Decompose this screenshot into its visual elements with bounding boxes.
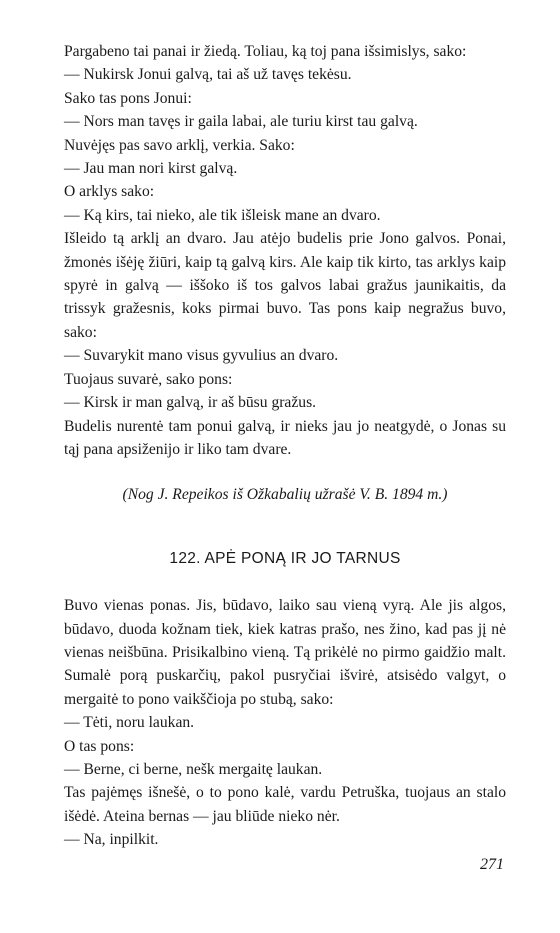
- page-text: [64, 40, 506, 852]
- paragraph: Išleido tą arklį an dvaro. Jau atėjo budelis prie Jono galvos. Ponai, žmonės išėję žiūri, kaip tą galvą kirs. Ale kaip tik kirto, tas arklys kaip spyrė in galvą — iššoko iš tos galvos labai gražus jaunikaitis, da trissyk gražesnis, koks pirmai buvo. Tas pons kaip negražus buvo, sako:: [64, 230, 506, 341]
- dialogue-line: — Berne, ci berne, nešk mergaitę laukan.: [64, 760, 323, 778]
- paragraph: O tas pons:: [64, 737, 135, 755]
- paragraph: Tas pajėmęs išnešė, o to pono kalė, vardu Petruška, tuojaus an stalo išėdė. Ateina bernas — jau bliūde nieko nėr.: [64, 784, 506, 825]
- paragraph: Sako tas pons Jonui:: [64, 89, 192, 107]
- dialogue-line: — Kirsk ir man galvą, ir aš būsu gražus.: [64, 394, 317, 412]
- source-note: (Nog J. Repeikos iš Ožkabalių užrašė V. B. 1894 m.): [122, 486, 448, 504]
- dialogue-line: — Ką kirs, tai nieko, ale tik išleisk mane an dvaro.: [64, 206, 381, 224]
- page-number: 271: [480, 856, 504, 873]
- paragraph: Buvo vienas ponas. Jis, būdavo, laiko sau vieną vyrą. Ale jis algos, būdavo, duoda kožnam tiek, kiek katras prašo, nes žino, kad pas jį nė vienas neišbūna. Prisikalbino vieną. Tą prikėlė no pirmo gaidžio malt. Sumalė porą puskarčių, pakol pusryčiai išvirė, atsisėdo valgyt, o mergaitė to pono vaikščioja po stubą, sako:: [64, 597, 506, 708]
- dialogue-line: — Na, inpilkit.: [64, 831, 159, 849]
- dialogue-line: — Jau man nori kirst galvą.: [64, 160, 238, 178]
- dialogue-line: — Suvarykit mano visus gyvulius an dvaro.: [64, 347, 339, 365]
- dialogue-line: — Nors man tavęs ir gaila labai, ale turiu kirst tau galvą.: [64, 113, 418, 131]
- story-title: 122. APĖ PONĄ IR JO TARNUS: [169, 549, 401, 567]
- dialogue-line: — Nukirsk Jonui galvą, tai aš už tavęs tekėsu.: [64, 66, 352, 84]
- paragraph: O arklys sako:: [64, 183, 155, 201]
- dialogue-line: — Tėti, noru laukan.: [64, 714, 195, 732]
- paragraph: Tuojaus suvarė, sako pons:: [64, 370, 233, 388]
- paragraph: Budelis nurentė tam ponui galvą, ir nieks jau jo neatgydė, o Jonas su tąj pana apsiženijo ir liko tam dvare.: [64, 417, 506, 458]
- paragraph: Nuvėjęs pas savo arklį, verkia. Sako:: [64, 136, 295, 154]
- paragraph: Pargabeno tai panai ir žiedą. Toliau, ką toj pana išsimislys, sako:: [64, 43, 467, 60]
